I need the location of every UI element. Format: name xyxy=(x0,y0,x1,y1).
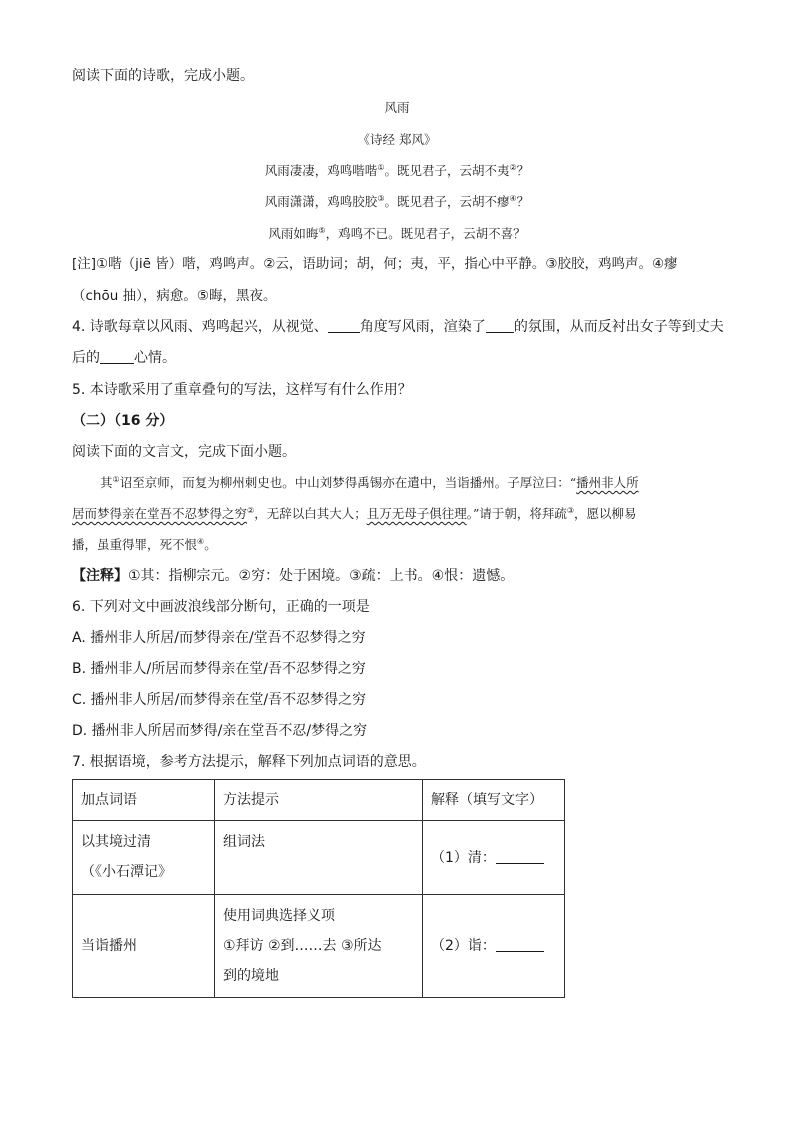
table-row xyxy=(73,821,565,895)
answer-blank[interactable] xyxy=(328,318,360,333)
question-4-cont: 后的 心情。 xyxy=(72,350,176,366)
table-header-cell: 解释（填写文字） xyxy=(423,780,565,821)
answer-cell xyxy=(423,895,565,998)
section-heading: （二）（16 分） xyxy=(72,413,174,429)
method-cell xyxy=(215,895,423,998)
answer-blank[interactable] xyxy=(100,349,134,364)
vocab-table xyxy=(72,779,565,998)
method-cell: 组词法 xyxy=(215,821,423,895)
intro-instruction: 阅读下面的诗歌，完成小题。 xyxy=(72,68,254,84)
method-line: ①拜访 ②到……去 ③所达 xyxy=(223,938,382,954)
option-b[interactable]: B. 播州非人/所居而梦得亲在堂/吾不忍梦得之穷 xyxy=(72,661,366,677)
word-cell xyxy=(73,821,215,895)
option-c[interactable]: C. 播州非人所居/而梦得亲在堂/吾不忍梦得之穷 xyxy=(72,692,367,708)
poem-title: 风雨 xyxy=(384,100,410,115)
poem-source: 《诗经 郑风》 xyxy=(357,132,437,147)
poem-note-line-2: （chōu 抽），病愈。⑤晦，黑夜。 xyxy=(72,288,277,304)
answer-label: （2）诣： xyxy=(431,938,496,954)
table-header-row xyxy=(73,780,565,821)
option-a[interactable]: A. 播州非人所居/而梦得亲在/堂吾不忍梦得之穷 xyxy=(72,630,366,646)
poem-line-3: 风雨如晦⑤，鸡鸣不已。既见君子，云胡不喜？ xyxy=(268,226,526,241)
poem-line-1: 风雨凄凄，鸡鸣喈喈①。既见君子，云胡不夷②？ xyxy=(264,163,530,178)
passage-line-1: 其①诏至京师，而复为柳州刺史也。中山刘梦得禹锡亦在遣中，当诣播州。子厚泣曰：“播州非人所 xyxy=(100,475,639,490)
poem-note-line-1: [注]①喈（jiē 皆）喈，鸡鸣声。②云，语助词；胡，何；夷，平，指心中平静。③胶胶，鸡鸣声。④瘳 xyxy=(72,256,678,272)
question-5: 5. 本诗歌采用了重章叠句的写法，这样写有什么作用？ xyxy=(72,382,412,398)
answer-blank[interactable] xyxy=(496,937,544,952)
passage-line-3: 播，虽重得罪，死不恨④。 xyxy=(72,537,217,552)
table-header-cell: 方法提示 xyxy=(215,780,423,821)
annotation: 【注释】①其：指柳宗元。②穷：处于困境。③疏：上书。④恨：遗憾。 xyxy=(72,568,515,584)
word-source: （《小石潭记》 xyxy=(81,864,172,880)
method-line: 使用词典选择义项 xyxy=(223,908,335,924)
intro-instruction-2: 阅读下面的文言文，完成下面小题。 xyxy=(72,444,296,460)
question-4: 4. 诗歌每章以风雨、鸡鸣起兴，从视觉、 角度写风雨，渲染了 的氛围，从而反衬出女子等到丈夫 xyxy=(72,319,724,335)
poem-line-2: 风雨潇潇，鸡鸣胶胶③。既见君子，云胡不瘳④？ xyxy=(264,194,530,209)
answer-blank[interactable] xyxy=(486,318,514,333)
word-cell: 当诣播州 xyxy=(73,895,215,998)
method-line: 到的境地 xyxy=(223,968,279,984)
answer-label: （1）清： xyxy=(431,849,496,866)
question-7-stem: 7. 根据语境，参考方法提示，解释下列加点词语的意思。 xyxy=(72,754,426,770)
question-6-stem: 6. 下列对文中画波浪线部分断句，正确的一项是 xyxy=(72,599,370,615)
answer-blank[interactable] xyxy=(496,849,544,864)
table-row xyxy=(73,895,565,998)
table-header-cell: 加点词语 xyxy=(73,780,215,821)
word-text: 以其境过清 xyxy=(81,834,151,850)
passage-line-2: 居而梦得亲在堂吾不忍梦得之穷②，无辞以白其大人；且万无母子俱往理。”请于朝，将拜疏③，愿以柳易 xyxy=(72,506,637,521)
answer-cell xyxy=(423,821,565,895)
option-d[interactable]: D. 播州非人所居而梦得/亲在堂吾不忍/梦得之穷 xyxy=(72,723,368,739)
